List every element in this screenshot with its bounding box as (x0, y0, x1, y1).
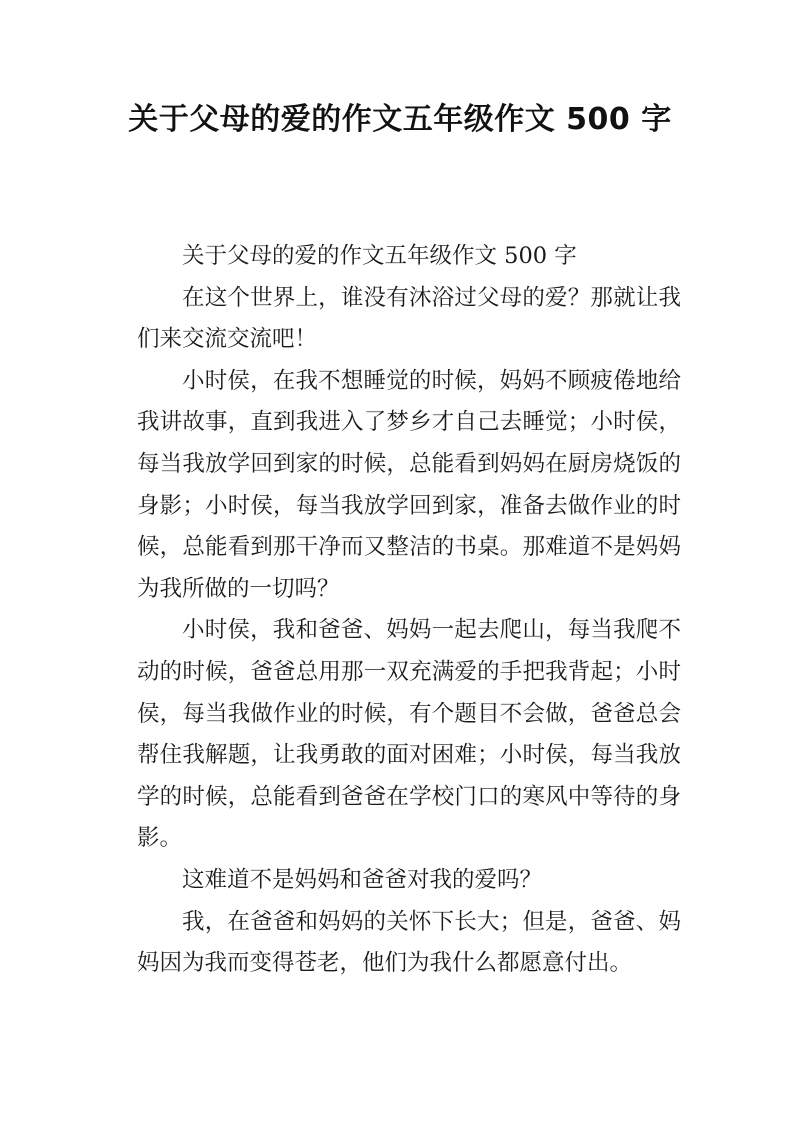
paragraph-mother: 小时侯，在我不想睡觉的时候，妈妈不顾疲倦地给我讲故事，直到我进入了梦乡才自己去睡觉；小时侯，每当我放学回到家的时候，总能看到妈妈在厨房烧饭的身影；小时侯，每当我放学回到家，准备去做作业的时候，总能看到那干净而又整洁的书桌。那难道不是妈妈为我所做的一切吗？ (137, 367, 681, 602)
paragraph-question: 这难道不是妈妈和爸爸对我的爱吗？ (182, 866, 543, 893)
paragraph-intro: 在这个世界上，谁没有沐浴过父母的爱？那就让我们来交流交流吧！ (137, 284, 681, 353)
paragraph-father: 小时侯，我和爸爸、妈妈一起去爬山，每当我爬不动的时候，爸爸总用那一双充满爱的手把我背起；小时侯，每当我做作业的时候，有个题目不会做，爸爸总会帮住我解题，让我勇敢的面对困难；小时侯，每当我放学的时候，总能看到爸爸在学校门口的寒风中等待的身影。 (137, 617, 681, 852)
paragraph-heading-repeat: 关于父母的爱的作文五年级作文 500 字 (182, 243, 577, 269)
document-title: 关于父母的爱的作文五年级作文 500 字 (128, 102, 672, 137)
paragraph-conclusion: 我，在爸爸和妈妈的关怀下长大；但是，爸爸、妈妈因为我而变得苍老，他们为我什么都愿意付出。 (137, 908, 681, 977)
document-body (137, 236, 681, 985)
